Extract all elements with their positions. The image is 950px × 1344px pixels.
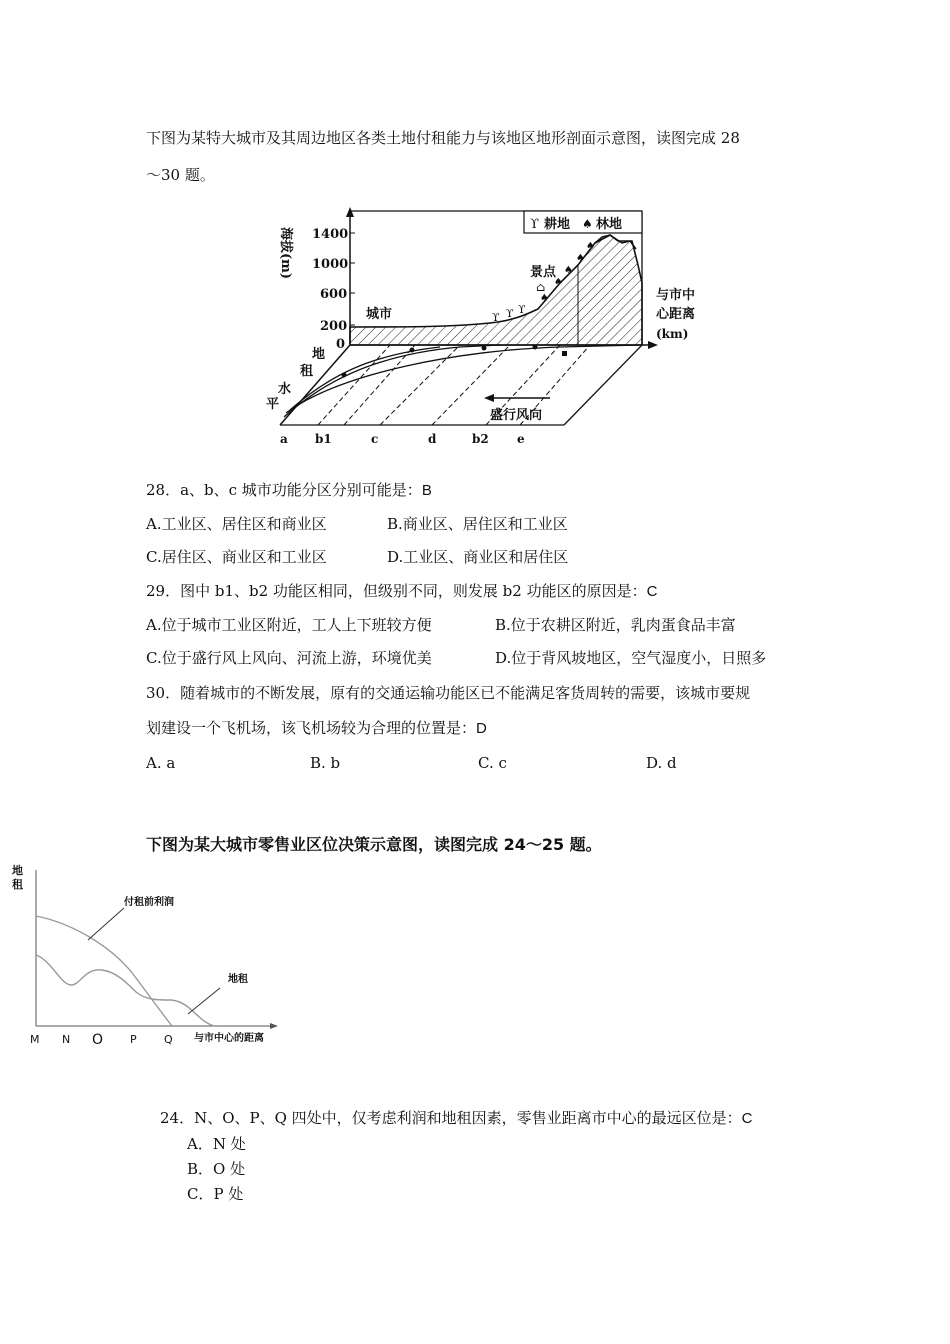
- y-tick-1400: 1400: [312, 227, 349, 242]
- x-axis-label-1: 与市中: [656, 288, 696, 303]
- x-label-q: Q: [164, 1033, 173, 1046]
- forest-icon: ♠: [582, 217, 593, 231]
- x-axis-arrow: [270, 1023, 278, 1029]
- q29-answer: C: [646, 583, 658, 600]
- retail-location-figure: [6, 860, 306, 1050]
- x-axis-label: 与市中心的距离: [194, 1033, 264, 1044]
- x-label-m: M: [30, 1033, 40, 1046]
- svg-text:ϒ: ϒ: [518, 303, 526, 316]
- q28-option-c: C.居住区、商业区和工业区: [146, 548, 327, 566]
- rent-label-zu: 租: [300, 364, 314, 379]
- wind-arrow-head: [484, 394, 494, 402]
- x-label-p: P: [130, 1033, 137, 1046]
- q30-option-d: D. d: [646, 754, 677, 772]
- bottom-label-e: e: [517, 432, 525, 446]
- q28-option-a: A.工业区、居住区和商业区: [146, 515, 327, 533]
- q24-stem: [160, 1108, 753, 1129]
- y-tick-1000: 1000: [312, 257, 349, 272]
- legend-forest-label: 林地: [596, 217, 623, 232]
- elevation-axis-arrow: [346, 207, 354, 217]
- q30-option-c: C. c: [478, 754, 507, 772]
- q29-option-c: C.位于盛行风上风向、河流上游，环境优美: [146, 649, 432, 667]
- scenic-label: 景点: [530, 265, 557, 280]
- profit-pointer: [88, 908, 124, 940]
- svg-text:ϒ: ϒ: [506, 307, 514, 320]
- section1-intro-line2: ～30 题。: [146, 166, 215, 184]
- q29-stem-text: 29．图中 b1、b2 功能区相同，但级别不同，则发展 b2 功能区的原因是：: [146, 582, 647, 600]
- x-axis-unit: (km): [656, 327, 689, 341]
- farmland-icon: ϒ: [530, 217, 539, 232]
- svg-text:♠: ♠: [540, 293, 549, 304]
- y-axis-label: 海拔(m): [278, 227, 293, 280]
- q24-answer: C: [741, 1110, 753, 1127]
- y-label-zu: 租: [12, 878, 23, 891]
- q30-stem-line1: 30．随着城市的不断发展，原有的交通运输功能区已不能满足客货周转的需要，该城市要规: [146, 684, 751, 702]
- rent-label-shui: 水: [278, 382, 292, 397]
- q24-option-a: A．N 处: [187, 1135, 246, 1153]
- rent-label-ping: 平: [266, 397, 280, 412]
- x-label-n: N: [62, 1033, 71, 1046]
- q28-option-d: D.工业区、商业区和居住区: [387, 548, 569, 566]
- floor-right: [564, 345, 642, 425]
- q29-option-b: B.位于农耕区附近，乳肉蛋食品丰富: [495, 616, 736, 634]
- y-tick-200: 200: [320, 319, 348, 334]
- svg-text:♠: ♠: [576, 253, 585, 264]
- q24-option-b: B．O 处: [187, 1160, 246, 1178]
- svg-text:♠: ♠: [554, 277, 563, 288]
- terrain-rent-figure: [260, 205, 696, 455]
- rent-label-di: 地: [312, 347, 326, 362]
- x-axis-label-2: 心距离: [656, 307, 696, 322]
- rent-pointer: [188, 988, 220, 1014]
- bottom-label-c: c: [371, 432, 379, 446]
- scenic-icon: ⌂: [536, 280, 546, 294]
- q28-stem: [146, 480, 432, 501]
- bottom-label-b1: b1: [315, 432, 332, 446]
- q24-stem-text: 24．N、O、P、Q 四处中，仅考虑利润和地租因素，零售业距离市中心的最远区位是：: [160, 1109, 742, 1127]
- q30-stem-line2: [146, 718, 487, 739]
- q29-option-d: D.位于背风坡地区，空气湿度小，日照多: [495, 649, 767, 667]
- y-label-di: 地: [12, 864, 23, 877]
- section2-intro: 下图为某大城市零售业区位决策示意图，读图完成 24～25 题。: [146, 835, 602, 854]
- distance-axis-arrow: [648, 341, 658, 349]
- x-label-o: O: [92, 1032, 104, 1048]
- q30-stem-text: 划建设一个飞机场，该飞机场较为合理的位置是：: [146, 719, 477, 737]
- rent-markers: [342, 345, 568, 378]
- terrain-profile: [350, 235, 642, 345]
- bottom-label-d: d: [428, 432, 437, 446]
- rent-curve-label: 地租: [228, 974, 248, 985]
- y-tick-0: 0: [336, 337, 346, 352]
- q29-stem: [146, 581, 657, 602]
- y-tick-600: 600: [320, 287, 348, 302]
- svg-text:♠: ♠: [564, 265, 573, 276]
- rent-curves: [284, 345, 640, 417]
- section1-intro-line1: 下图为某特大城市及其周边地区各类土地付租能力与该地区地形剖面示意图，读图完成 28: [146, 129, 740, 147]
- q30-answer: D: [476, 720, 487, 737]
- q28-stem-text: 28．a、b、c 城市功能分区分别可能是：: [146, 481, 422, 499]
- q28-answer: B: [421, 482, 432, 499]
- bottom-label-a: a: [280, 432, 288, 446]
- q24-option-c: C．P 处: [187, 1185, 244, 1203]
- svg-text:ϒ: ϒ: [492, 311, 500, 324]
- q29-option-a: A.位于城市工业区附近，工人上下班较方便: [146, 616, 432, 634]
- q30-option-a: A. a: [146, 754, 176, 772]
- wind-label: 盛行风向: [490, 408, 543, 423]
- svg-text:♠: ♠: [586, 241, 595, 252]
- bottom-label-b2: b2: [472, 432, 489, 446]
- city-label: 城市: [366, 307, 393, 322]
- profit-curve-label: 付租前利润: [124, 897, 174, 908]
- q28-option-b: B.商业区、居住区和工业区: [387, 515, 568, 533]
- legend-farmland-label: 耕地: [544, 217, 571, 232]
- q30-option-b: B. b: [310, 754, 341, 772]
